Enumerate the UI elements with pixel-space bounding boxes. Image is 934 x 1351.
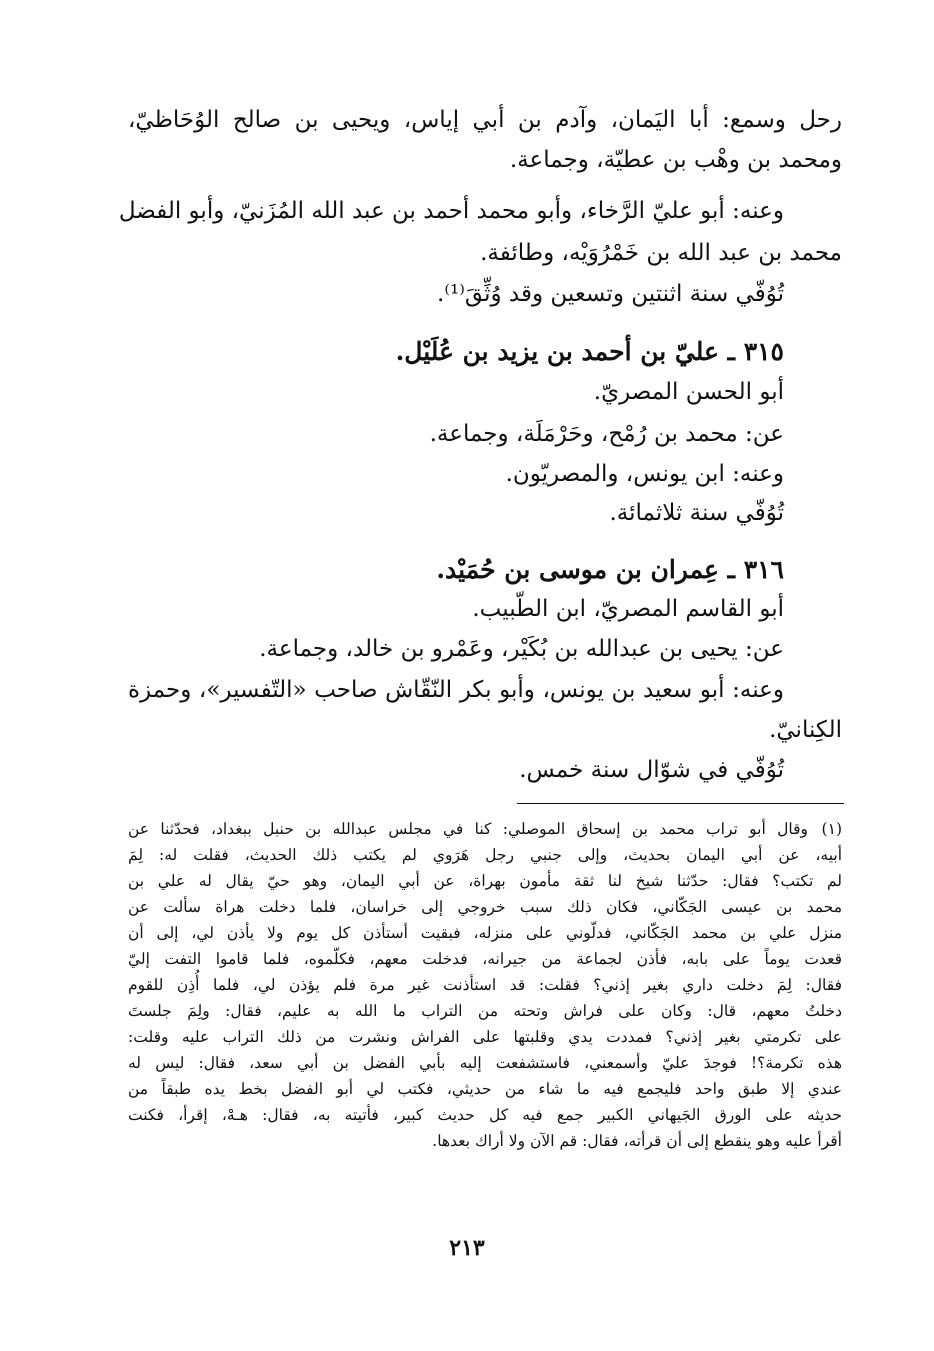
entry-315-teachers: عن: محمد بن رُمْح، وحَرْمَلَة، وجماعة. bbox=[429, 421, 784, 447]
entry-316-students: وعنه: أبو سعيد بن يونس، وأبو بكر النّقّاش صاحب «التّفسير»، وحمزة bbox=[128, 677, 784, 703]
footnote-line: لم تكتب؟ فقال: حدّثنا شيخ لنا ثقة مأمون بهراة، عن أبي اليمان، وهو حيّ يقال له علي بن bbox=[128, 872, 842, 890]
entry-heading-315: ٣١٥ ـ عليّ بن أحمد بن يزيد بن عُلَيْل. bbox=[395, 337, 784, 366]
page-number: ٢١٣ bbox=[449, 1235, 485, 1261]
footnote-line: فقال: لِمَ دخلت داري بغير إذني؟ فقلت: قد استأذنت غير مرة فلم يؤذن لي، فلما أُذِن للقوم bbox=[128, 976, 842, 994]
footnote-marker: (١) bbox=[821, 820, 842, 838]
entry-heading-316: ٣١٦ ـ عِمران بن موسى بن حُمَيْد. bbox=[436, 555, 784, 584]
footnote-text: وقال أبو تراب محمد بن إسحاق الموصلي: كنا في مجلس عبدالله بن حنبل ببغداد، فحدّثنا عن bbox=[128, 820, 808, 838]
footnote-line: حديثه على الورق الجَيهاني الكبير جمع فيه كل حديث كبير، فأتيته به، فقال: هـهْ، إقرأ، فكنت bbox=[128, 1106, 842, 1124]
footnote-line bbox=[128, 817, 842, 843]
entry-316-students-cont: الكِنانيّ. bbox=[769, 717, 842, 743]
entry-315-students: وعنه: ابن يونس، والمصريّون. bbox=[505, 461, 784, 487]
entry-315-death: تُوُفّي سنة ثلاثمائة. bbox=[609, 500, 784, 526]
footnote-line: أبيه، عن أبي اليمان بحديث، وإلى جنبي رجل هَرَوي لم يكتب ذلك الحديث، فقلت له: لِمَ bbox=[128, 846, 842, 864]
body-line: تُوُفّي سنة اثنتين وتسعين وقد وُثِّقَ⁽¹⁾. bbox=[437, 281, 784, 307]
body-line: وعنه: أبو عليّ الرَّخاء، وأبو محمد أحمد بن عبد الله المُزَنيّ، وأبو الفضل bbox=[118, 198, 784, 224]
footnote-line: منزل علي بن محمد الجَكّاني، فدلّوني على منزله، فبقيت أستأذن كل يوم ولا يأذن لي، إلى أن bbox=[128, 924, 842, 942]
entry-316-death: تُوُفّي في شوّال سنة خمس. bbox=[519, 757, 784, 783]
body-line: رحل وسمع: أبا اليَمان، وآدم بن أبي إياس، ويحيى بن صالح الوُحَاظيّ، bbox=[128, 107, 842, 133]
entry-316-kunya: أبو القاسم المصريّ، ابن الطّبيب. bbox=[472, 596, 784, 622]
footnote-line: عندي إلا طبق واحد فليجمع فيه ما شاء من حديثي، فكتب لي أبو الفضل بخط يده طبقاً من bbox=[128, 1080, 842, 1098]
body-line: ومحمد بن وهْب بن عطيّة، وجماعة. bbox=[509, 147, 842, 173]
footnote-line: دخلتُ معهم، قال: وكان على فراش وتحته من التراب ما الله به عليم، فقال: ولِمَ جلستَ bbox=[128, 1002, 842, 1020]
footnote-line: هذه تكرمة؟! فوجدَ عليّ وأسمعني، فاستشفعت إليه بأبي الفضل بن أبي سعد، فقال: ليس له bbox=[128, 1054, 842, 1072]
entry-315-kunya: أبو الحسن المصريّ. bbox=[593, 379, 784, 405]
entry-316-teachers: عن: يحيى بن عبدالله بن بُكَيْر، وعَمْرو بن خالد، وجماعة. bbox=[259, 636, 784, 662]
footnote-line: قعدت يوماً على بابه، فأذن لجماعة من جيرانه، فدخلت معهم، فكلّموه، فلما قاموا التفت إليّ bbox=[128, 950, 842, 968]
body-line: محمد بن عبد الله بن خَمْرُوَيْه، وطائفة. bbox=[480, 240, 842, 266]
footnote-line: على تكرمتي بغير إذني؟ فمددت يدي وقلبتها على الفراش ونشرت من ذلك التراب عليه وقلت: bbox=[128, 1028, 842, 1046]
footnote-line: محمد بن عيسى الجَكّاني، فكان ذلك سبب خروجي إلى خراسان، فلما دخلت هراة سألت عن bbox=[128, 898, 842, 916]
footnote-separator bbox=[517, 803, 844, 804]
footnote-line: أقرأ عليه وهو ينقطع إلى أن قرأته، فقال: قم الآن ولا أراك بعدها. bbox=[432, 1132, 842, 1150]
